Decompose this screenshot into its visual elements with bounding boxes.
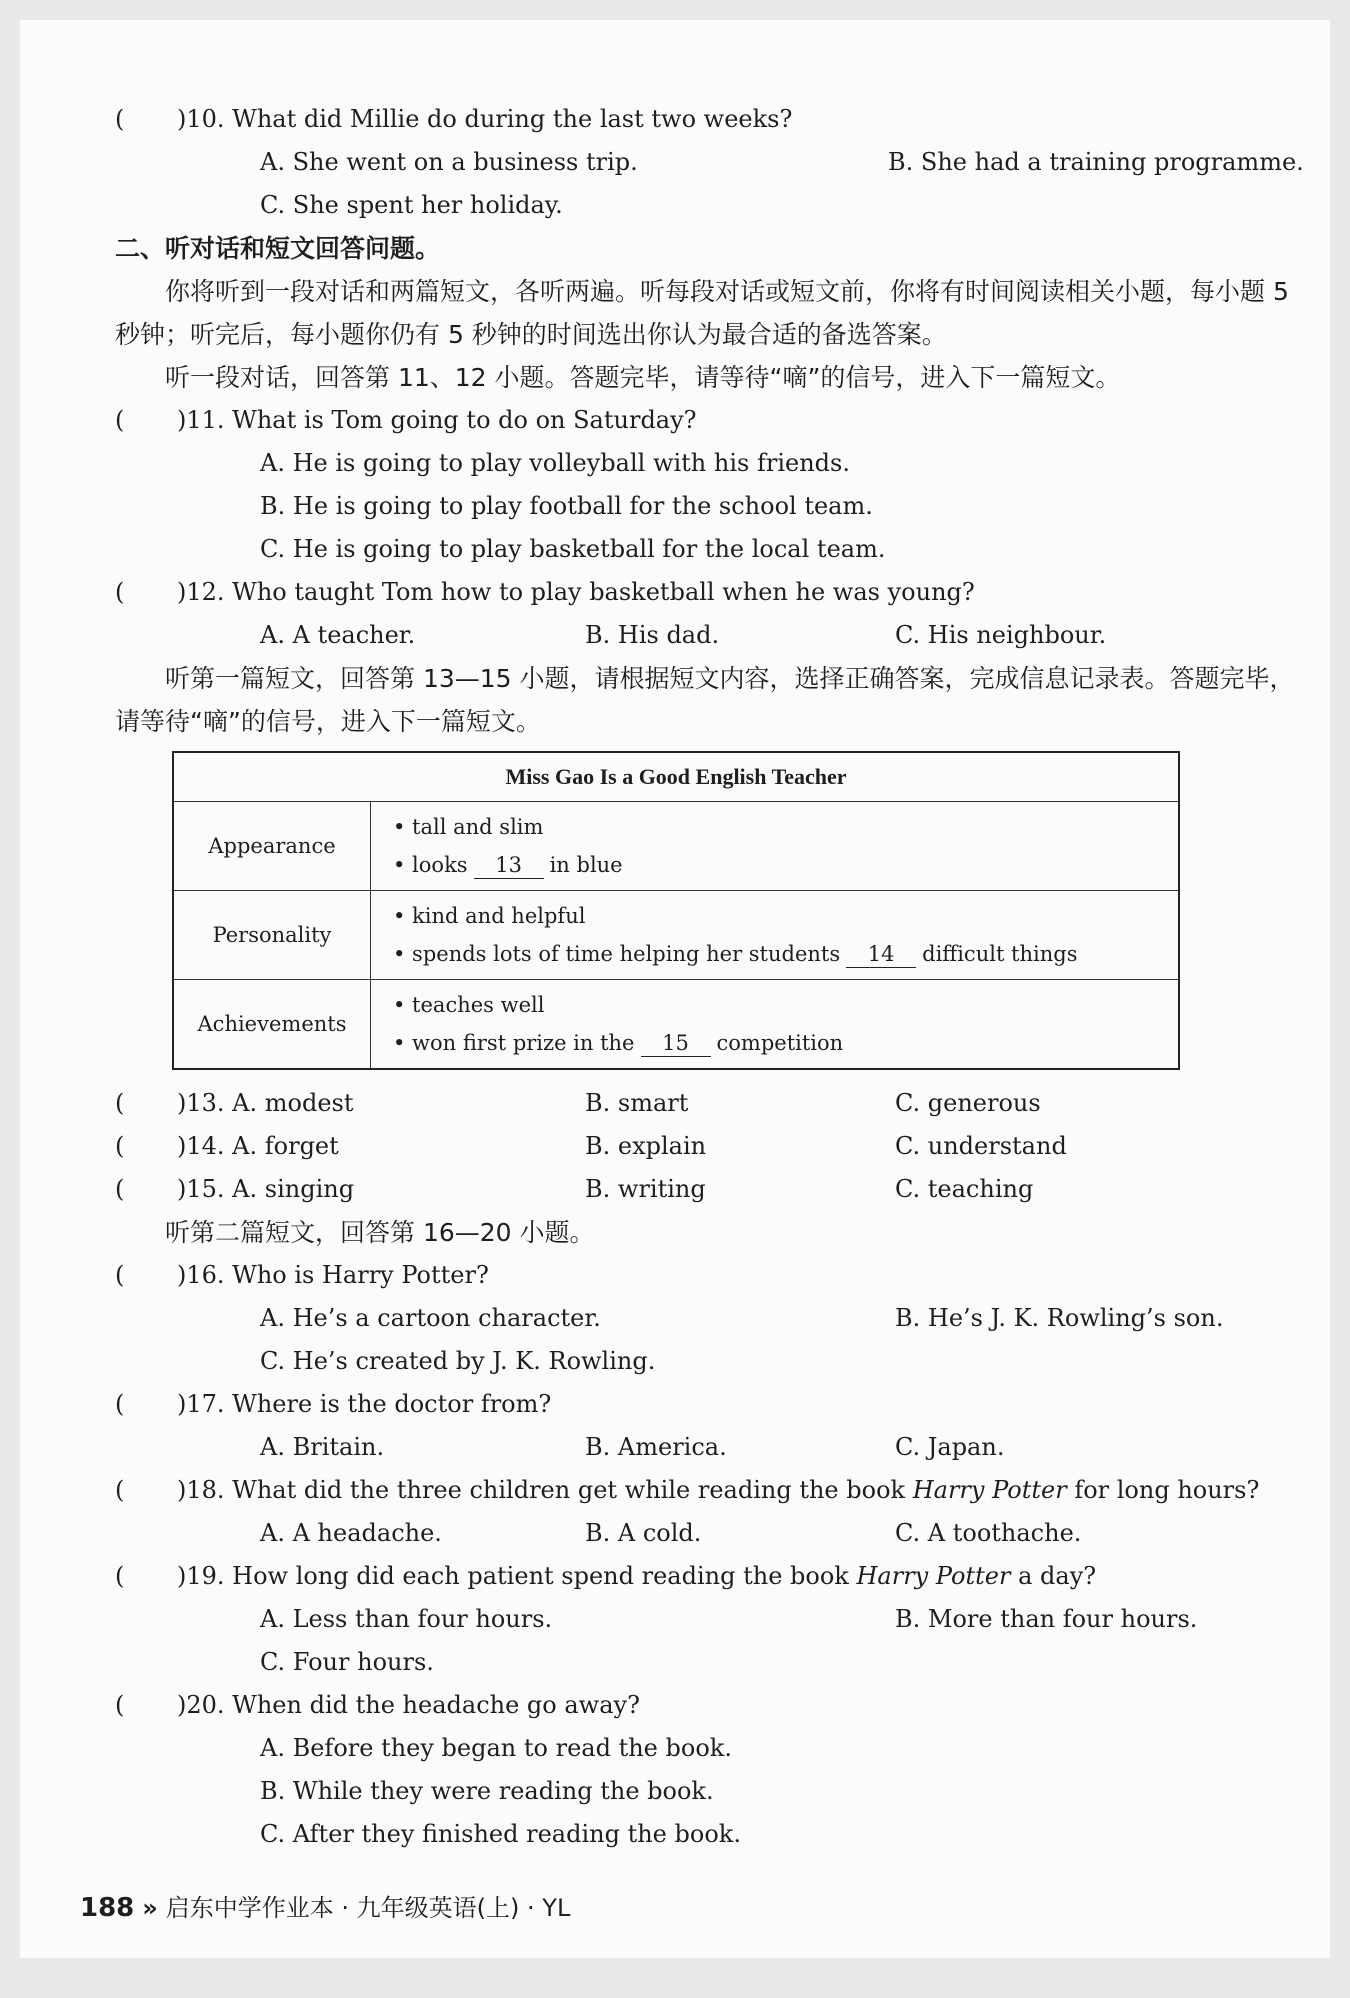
option-b: B. explain bbox=[585, 1132, 707, 1160]
answer-paren: ( bbox=[115, 1691, 125, 1719]
question-15 bbox=[115, 1168, 1295, 1211]
option-c: C. understand bbox=[895, 1132, 1067, 1160]
option-c: C. He is going to play basketball for the local team. bbox=[260, 535, 886, 563]
table-item: • tall and slim bbox=[393, 815, 544, 839]
option-c: C. Four hours. bbox=[260, 1648, 434, 1676]
option-a: A. He’s a cartoon character. bbox=[260, 1304, 601, 1332]
option-c: C. teaching bbox=[895, 1175, 1034, 1203]
option-a: A. She went on a business trip. bbox=[260, 148, 638, 176]
section-instructions: 你将听到一段对话和两篇短文，各听两遍。听每段对话或短文前，你将有时间阅读相关小题，每小题 5 秒钟；听完后，每小题你仍有 5 秒钟的时间选出你认为最合适的备选答案。 bbox=[115, 277, 1289, 349]
question-13 bbox=[115, 1082, 1295, 1125]
table-item: • teaches well bbox=[393, 993, 545, 1017]
question-number: )19. bbox=[177, 1562, 225, 1590]
question-17 bbox=[115, 1383, 1295, 1426]
question-number: )20. bbox=[177, 1691, 225, 1719]
info-record-table bbox=[172, 751, 1180, 1070]
option-a: A. A headache. bbox=[260, 1519, 442, 1547]
answer-paren: ( bbox=[115, 1476, 125, 1504]
book-title: Harry Potter bbox=[856, 1562, 1011, 1590]
page-content bbox=[115, 98, 1304, 1856]
answer-paren: ( bbox=[115, 1390, 125, 1418]
option-b: B. She had a training programme. bbox=[888, 148, 1304, 176]
answer-blank[interactable]: 14 bbox=[846, 941, 916, 968]
answer-paren: ( bbox=[115, 1261, 125, 1289]
option-b: B. His dad. bbox=[585, 621, 720, 649]
question-number: )16. bbox=[177, 1261, 225, 1289]
question-number: )12. bbox=[177, 578, 225, 606]
question-11 bbox=[115, 399, 1295, 442]
answer-paren: ( bbox=[115, 406, 125, 434]
options-row bbox=[115, 184, 1295, 227]
options-row bbox=[115, 1512, 1295, 1555]
option-c: C. He’s created by J. K. Rowling. bbox=[260, 1347, 656, 1375]
option-a: A. forget bbox=[232, 1132, 339, 1160]
option-c: C. She spent her holiday. bbox=[260, 191, 563, 219]
dialogue-instructions: 听一段对话，回答第 11、12 小题。答题完毕，请等待“嘀”的信号，进入下一篇短文。 bbox=[165, 363, 1121, 392]
question-20 bbox=[115, 1684, 1295, 1727]
option-c: C. Japan. bbox=[895, 1433, 1005, 1461]
book-title: Harry Potter bbox=[912, 1476, 1067, 1504]
workbook-page bbox=[20, 20, 1330, 1958]
double-chevron-icon: » bbox=[142, 1894, 158, 1922]
table-item-tail: difficult things bbox=[922, 942, 1078, 966]
option-c: C. His neighbour. bbox=[895, 621, 1107, 649]
table-item: • won first prize in the bbox=[393, 1031, 635, 1055]
question-number: )17. bbox=[177, 1390, 225, 1418]
question-number: )14. bbox=[177, 1132, 225, 1160]
question-10 bbox=[115, 98, 1295, 141]
question-text: What did Millie do during the last two weeks? bbox=[232, 105, 793, 133]
table-row bbox=[173, 802, 1179, 891]
option-b: B. A cold. bbox=[585, 1519, 702, 1547]
options-row bbox=[115, 1297, 1295, 1340]
row-label: Appearance bbox=[173, 802, 371, 891]
page-footer bbox=[80, 1888, 570, 1923]
option-c: C. A toothache. bbox=[895, 1519, 1082, 1547]
option-b: B. He is going to play football for the school team. bbox=[260, 492, 873, 520]
question-text: What is Tom going to do on Saturday? bbox=[232, 406, 697, 434]
option-a: A. He is going to play volleyball with his friends. bbox=[260, 449, 850, 477]
answer-paren: ( bbox=[115, 1132, 125, 1160]
table-row bbox=[173, 980, 1179, 1070]
question-19 bbox=[115, 1555, 1295, 1598]
passage1-instructions: 听第一篇短文，回答第 13—15 小题，请根据短文内容，选择正确答案，完成信息记录表。答题完毕，请等待“嘀”的信号，进入下一篇短文。 bbox=[115, 664, 1295, 736]
option-b: B. More than four hours. bbox=[895, 1605, 1198, 1633]
options-row bbox=[115, 1598, 1295, 1641]
answer-paren: ( bbox=[115, 1175, 125, 1203]
page-number: 188 bbox=[80, 1893, 135, 1923]
options-row bbox=[115, 141, 1304, 184]
question-text: What did the three children get while reading the book bbox=[232, 1476, 906, 1504]
option-a: A. Less than four hours. bbox=[260, 1605, 553, 1633]
question-text: Who taught Tom how to play basketball when he was young? bbox=[232, 578, 975, 606]
question-text-end: for long hours? bbox=[1074, 1476, 1260, 1504]
option-b: B. smart bbox=[585, 1089, 689, 1117]
table-row bbox=[173, 891, 1179, 980]
option-c: C. generous bbox=[895, 1089, 1041, 1117]
question-number: )10. bbox=[177, 105, 225, 133]
question-text: Where is the doctor from? bbox=[232, 1390, 552, 1418]
option-b: B. While they were reading the book. bbox=[260, 1777, 714, 1805]
row-label: Achievements bbox=[173, 980, 371, 1070]
question-12 bbox=[115, 571, 1295, 614]
question-number: )13. bbox=[177, 1089, 225, 1117]
question-number: )11. bbox=[177, 406, 225, 434]
question-text: When did the headache go away? bbox=[232, 1691, 640, 1719]
passage2-instructions: 听第二篇短文，回答第 16—20 小题。 bbox=[165, 1218, 595, 1247]
answer-blank[interactable]: 13 bbox=[474, 852, 544, 879]
question-18 bbox=[115, 1469, 1295, 1512]
option-a: A. modest bbox=[232, 1089, 354, 1117]
question-14 bbox=[115, 1125, 1295, 1168]
question-number: )18. bbox=[177, 1476, 225, 1504]
table-item: • kind and helpful bbox=[393, 904, 586, 928]
option-c: C. After they finished reading the book. bbox=[260, 1820, 741, 1848]
question-number: )15. bbox=[177, 1175, 225, 1203]
options-row bbox=[115, 614, 1295, 657]
option-a: A. Before they began to read the book. bbox=[260, 1734, 732, 1762]
options-row bbox=[115, 1426, 1295, 1469]
option-b: B. He’s J. K. Rowling’s son. bbox=[895, 1304, 1224, 1332]
question-text-end: a day? bbox=[1018, 1562, 1097, 1590]
table-item-tail: competition bbox=[716, 1031, 844, 1055]
answer-paren: ( bbox=[115, 105, 125, 133]
table-item-tail: in blue bbox=[549, 853, 623, 877]
question-16 bbox=[115, 1254, 1295, 1297]
option-a: A. Britain. bbox=[260, 1433, 385, 1461]
question-text: Who is Harry Potter? bbox=[232, 1261, 489, 1289]
answer-paren: ( bbox=[115, 578, 125, 606]
book-name: 启东中学作业本 · 九年级英语(上) · YL bbox=[165, 1894, 571, 1922]
table-item: • looks bbox=[393, 853, 468, 877]
answer-blank[interactable]: 15 bbox=[641, 1030, 711, 1057]
option-a: A. A teacher. bbox=[260, 621, 416, 649]
option-b: B. America. bbox=[585, 1433, 727, 1461]
answer-paren: ( bbox=[115, 1562, 125, 1590]
option-b: B. writing bbox=[585, 1175, 706, 1203]
question-text: How long did each patient spend reading the book bbox=[232, 1562, 849, 1590]
option-a: A. singing bbox=[232, 1175, 355, 1203]
table-title: Miss Gao Is a Good English Teacher bbox=[173, 752, 1179, 802]
section-heading: 二、听对话和短文回答问题。 bbox=[115, 234, 441, 263]
answer-paren: ( bbox=[115, 1089, 125, 1117]
table-item: • spends lots of time helping her students bbox=[393, 942, 841, 966]
row-label: Personality bbox=[173, 891, 371, 980]
